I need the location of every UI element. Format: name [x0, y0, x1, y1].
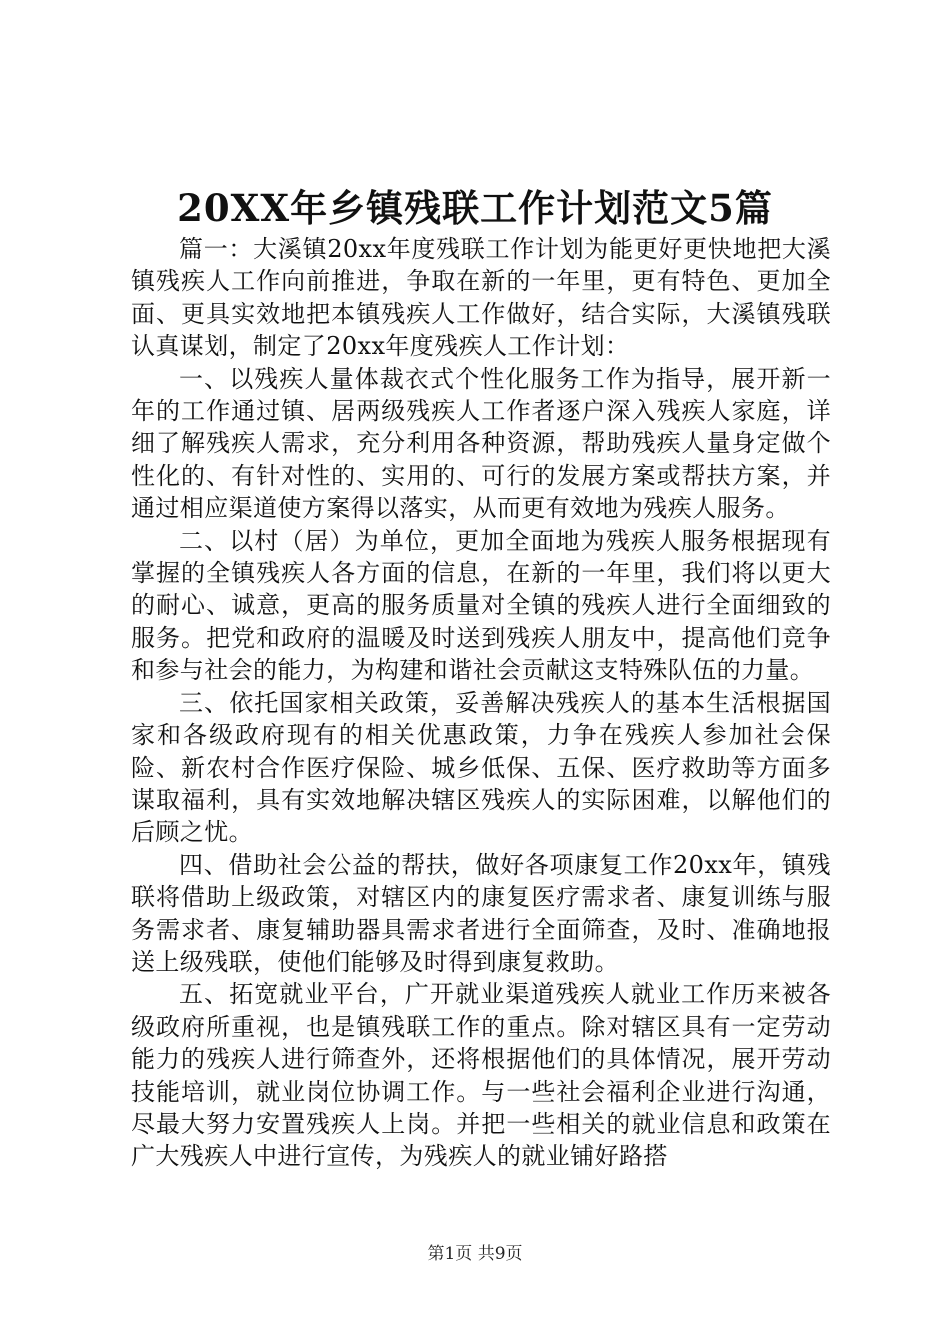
document-body — [131, 233, 831, 1173]
document-title: 20XX年乡镇残联工作计划范文5篇 — [177, 186, 773, 230]
paragraph-item-3: 三、依托国家相关政策，妥善解决残疾人的基本生活根据国家和各级政府现有的相关优惠政策，力争在残疾人参加社会保险、新农村合作医疗保险、城乡低保、五保、医疗救助等方面多谋取福利，具有实效地解决辖区残疾人的实际困难，以解他们的后顾之忧。 — [131, 688, 831, 847]
paragraph-item-4: 四、借助社会公益的帮扶，做好各项康复工作20xx年，镇残联将借助上级政策，对辖区内的康复医疗需求者、康复训练与服务需求者、康复辅助器具需求者进行全面筛查，及时、准确地报送上级残联，使他们能够及时得到康复救助。 — [131, 850, 831, 976]
paragraph-item-5: 五、拓宽就业平台，广开就业渠道残疾人就业工作历来被各级政府所重视，也是镇残联工作的重点。除对辖区具有一定劳动能力的残疾人进行筛查外，还将根据他们的具体情况，展开劳动技能培训，就业岗位协调工作。与一些社会福利企业进行沟通，尽最大努力安置残疾人上岗。并把一些相关的就业信息和政策在广大残疾人中进行宣传，为残疾人的就业铺好路搭 — [131, 980, 831, 1171]
paragraph-item-1: 一、以残疾人量体裁衣式个性化服务工作为指导，展开新一年的工作通过镇、居两级残疾人工作者逐户深入残疾人家庭，详细了解残疾人需求，充分利用各种资源，帮助残疾人量身定做个性化的、有针对性的、实用的、可行的发展方案或帮扶方案，并通过相应渠道使方案得以落实，从而更有效地为残疾人服务。 — [131, 364, 831, 523]
paragraph-intro: 篇一：大溪镇20xx年度残联工作计划为能更好更快地把大溪镇残疾人工作向前推进，争取在新的一年里，更有特色、更加全面、更具实效地把本镇残疾人工作做好，结合实际，大溪镇残联认真谋划，制定了20xx年度残疾人工作计划： — [131, 235, 831, 361]
page-number-footer: 第1页 共9页 — [427, 1244, 523, 1264]
paragraph-item-2: 二、以村（居）为单位，更加全面地为残疾人服务根据现有掌握的全镇残疾人各方面的信息，在新的一年里，我们将以更大的耐心、诚意，更高的服务质量对全镇的残疾人进行全面细致的服务。把党和政府的温暖及时送到残疾人朋友中，提高他们竞争和参与社会的能力，为构建和谐社会贡献这支特殊队伍的力量。 — [131, 526, 831, 685]
